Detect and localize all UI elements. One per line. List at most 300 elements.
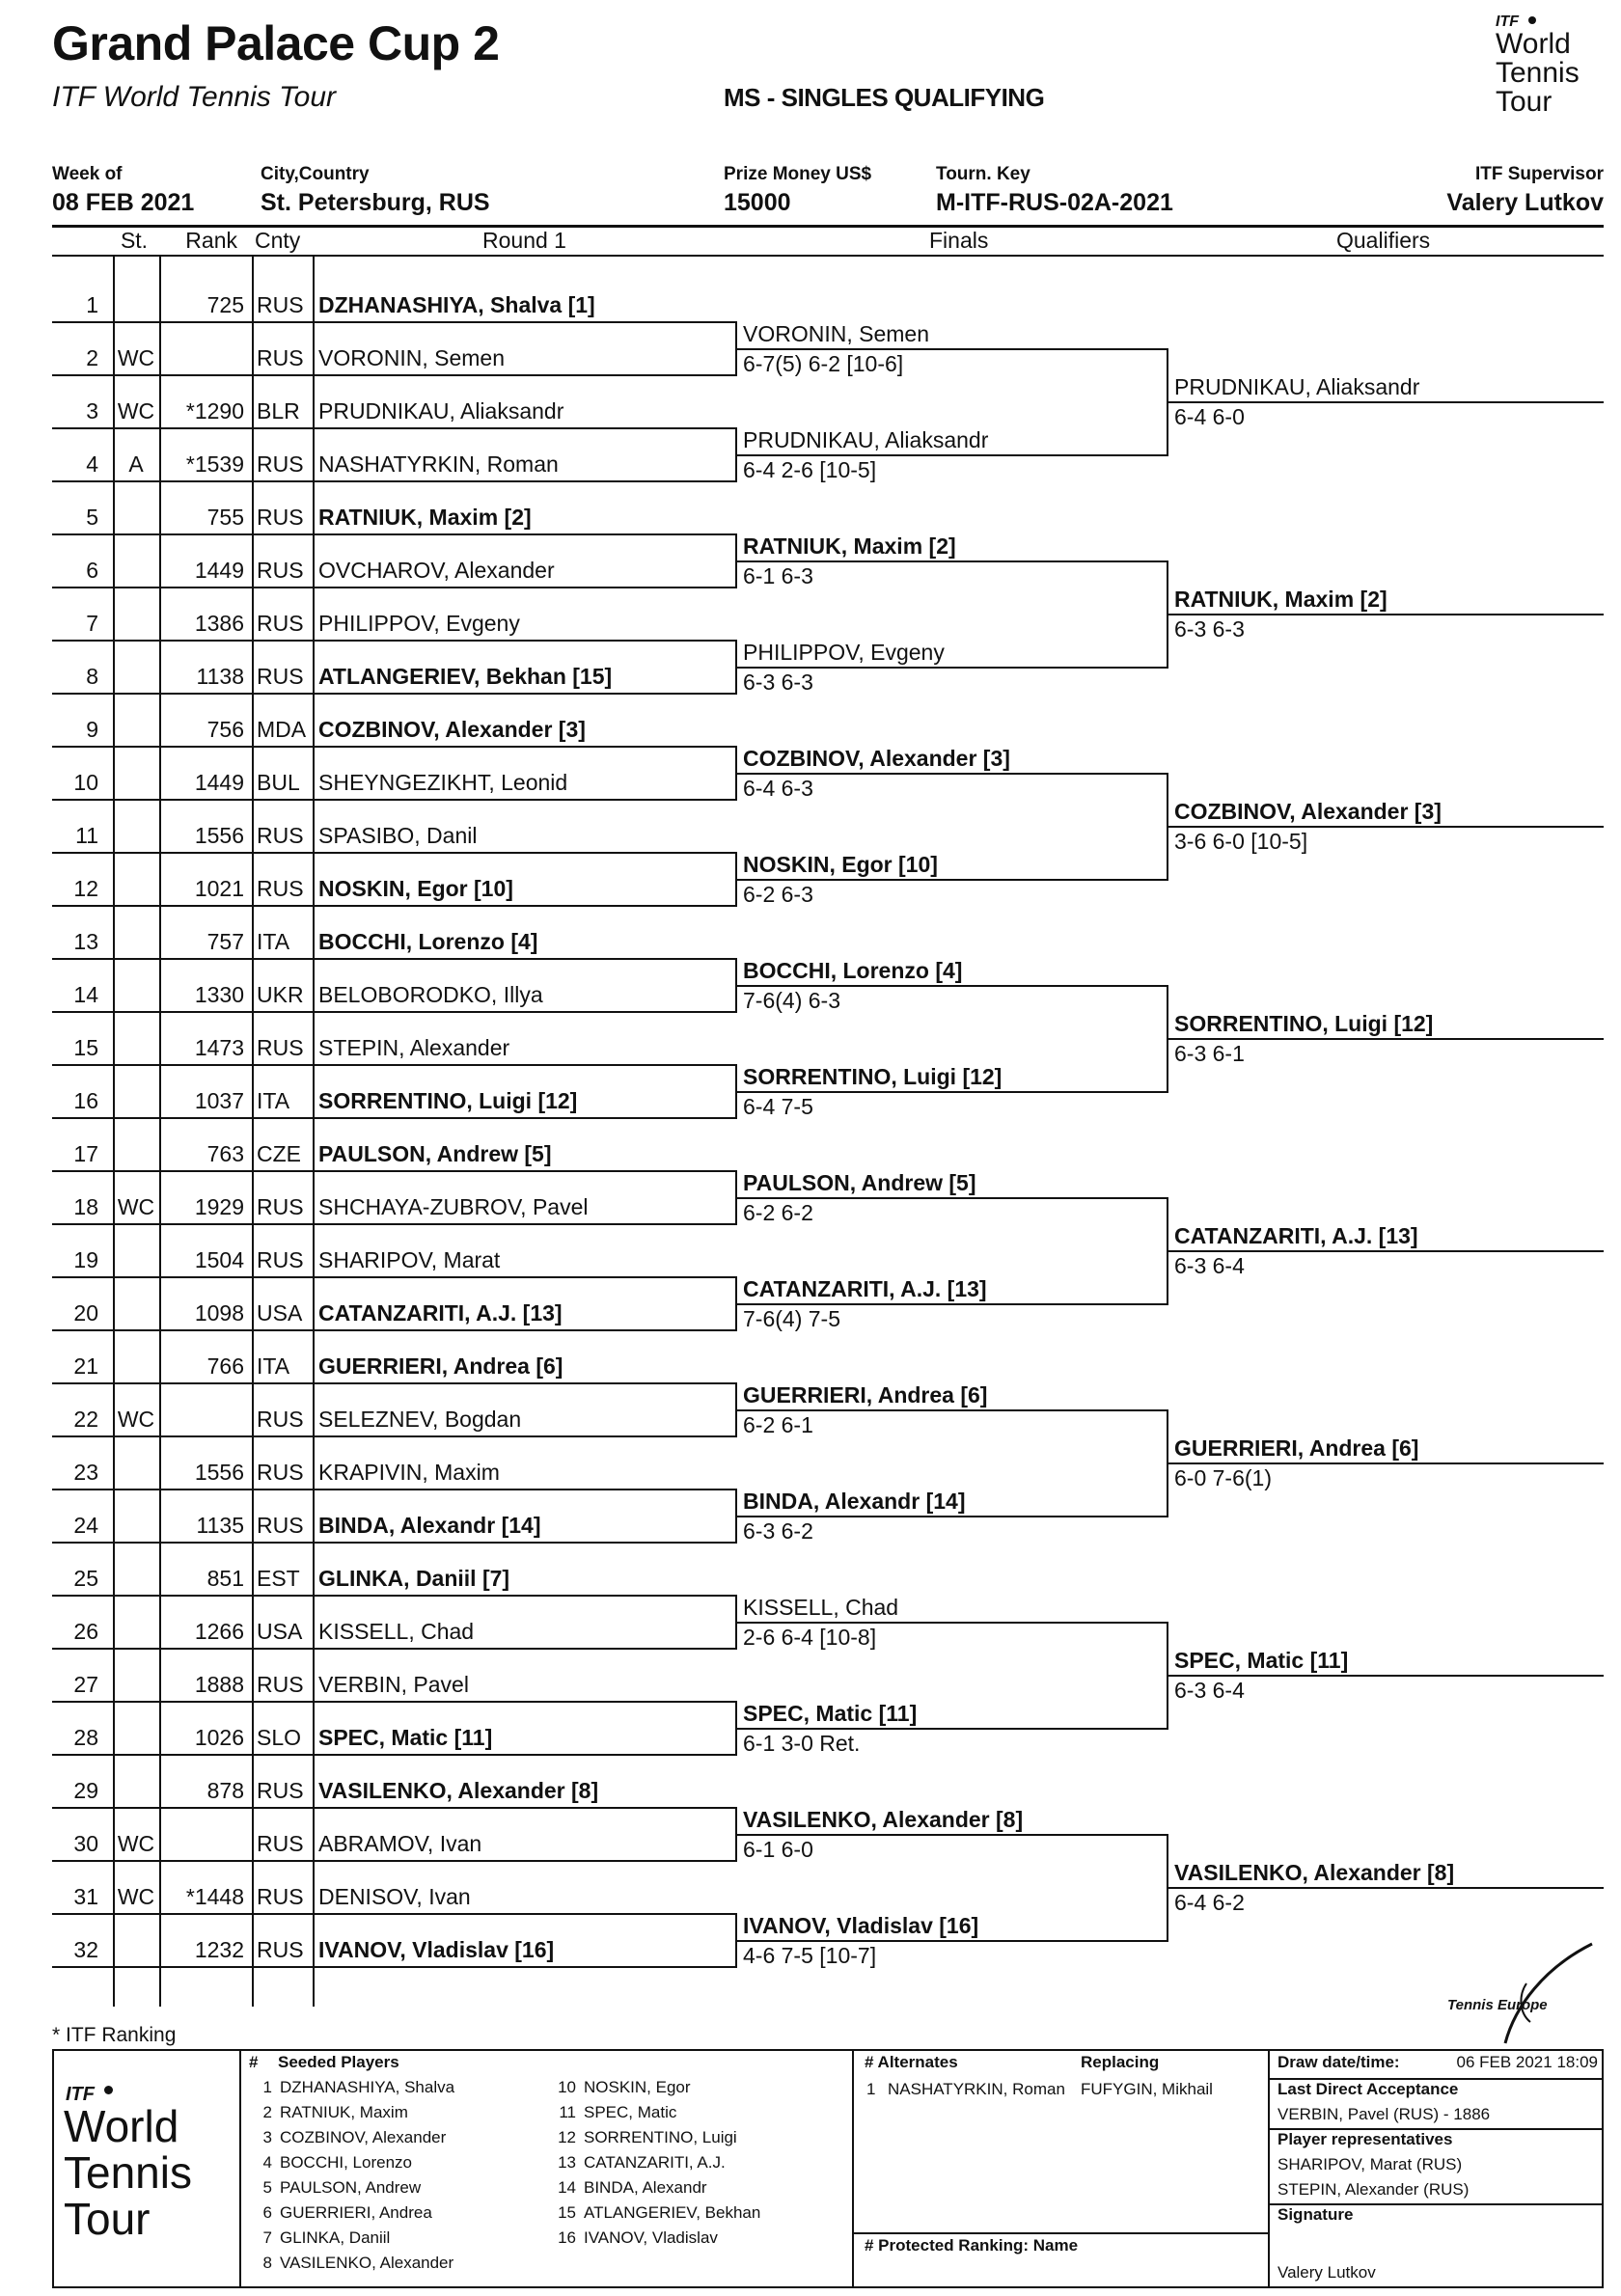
seed-number: 11 [559,2103,576,2121]
draw-position: 11 [75,823,98,848]
player-rank: *1448 [185,1884,244,1909]
player-name: GUERRIERI, Andrea [6] [318,1353,563,1379]
seed-name: VASILENKO, Alexander [280,2254,454,2272]
round1-row-line [52,640,735,642]
player-country: BUL [257,770,300,795]
finals-line [735,1197,1167,1199]
footer-sep-logo [239,2049,241,2288]
qualifier-name: PRUDNIKAU, Aliaksandr [1174,373,1420,399]
finals-winner-name: SPEC, Matic [11] [743,1700,918,1726]
entry-status: WC [117,345,155,370]
seeded-hash: # [249,2053,259,2071]
finals-winner-name: NOSKIN, Egor [10] [743,851,938,877]
qualifier-score: 6-4 6-2 [1174,1889,1245,1915]
round1-row-line [52,1329,735,1331]
player-name: SHCHAYA-ZUBROV, Pavel [318,1194,589,1219]
player-rank: 763 [206,1141,244,1166]
finals-score: 6-4 6-3 [743,775,813,801]
seed-number: 2 [262,2103,272,2121]
round1-row-line [52,1595,735,1597]
seed-name: GUERRIERI, Andrea [280,2203,432,2222]
col-st: St. [120,228,149,253]
finals-winner-name: VORONIN, Semen [743,320,929,346]
seed-name: COZBINOV, Alexander [280,2128,447,2146]
alternate-name: NASHATYRKIN, Roman [888,2080,1065,2098]
player-name: SPASIBO, Danil [318,823,478,848]
seed-name: GLINKA, Daniil [280,2228,391,2247]
player-name: SHEYNGEZIKHT, Leonid [318,770,568,795]
round1-row-line [52,1435,735,1437]
seed-name: IVANOV, Vladislav [584,2228,718,2247]
seed-name: RATNIUK, Maxim [280,2103,408,2121]
player-name: ABRAMOV, Ivan [318,1831,482,1856]
prize-value: 15000 [724,189,791,216]
player-country: RUS [257,1035,304,1060]
qualifier-score: 6-4 6-0 [1174,403,1245,429]
seed-number: 10 [558,2078,576,2096]
tournament-title: Grand Palace Cup 2 [52,16,500,70]
entry-status: WC [117,1194,155,1219]
player-country: RUS [257,345,304,370]
player-name: CATANZARITI, A.J. [13] [318,1300,563,1326]
player-rank: 1232 [194,1937,244,1962]
player-name: RATNIUK, Maxim [2] [318,505,532,530]
round1-row-line [52,1913,735,1915]
draw-position: 23 [73,1460,98,1485]
finals-score: 6-4 7-5 [743,1093,813,1119]
qualifier-score: 6-3 6-3 [1174,615,1245,642]
last-direct-label: Last Direct Acceptance [1278,2080,1459,2098]
finals-line [735,1622,1167,1624]
player-rank: 1556 [194,1460,244,1485]
qualifier-score: 3-6 6-0 [10-5] [1174,828,1308,854]
player-name: COZBINOV, Alexander [3] [318,717,586,742]
qualifier-score: 6-3 6-4 [1174,1677,1245,1703]
prize-label: Prize Money US$ [724,164,872,184]
player-name: SELEZNEV, Bogdan [318,1407,522,1432]
qualifier-name: COZBINOV, Alexander [3] [1174,798,1442,824]
player-country: RUS [257,664,304,689]
player-rank: 1135 [196,1513,244,1538]
player-rank: 756 [206,717,244,742]
footer-sep-seeds [852,2049,854,2288]
finals-line [735,454,1167,456]
tour-subtitle: ITF World Tennis Tour [52,81,337,113]
finals-winner-name: CATANZARITI, A.J. [13] [743,1275,987,1301]
qualifier-score: 6-3 6-1 [1174,1040,1245,1066]
finals-line [735,773,1167,775]
entry-status: A [128,451,144,477]
entry-status: WC [117,1831,155,1856]
finals-score: 6-1 3-0 Ret. [743,1730,861,1756]
itf-world-tennis-tour-logo: ITF World Tennis Tour [1496,14,1580,118]
player-name: PAULSON, Andrew [5] [318,1141,552,1166]
rep-1: SHARIPOV, Marat (RUS) [1278,2155,1463,2173]
supervisor-value: Valery Lutkov [1446,189,1604,216]
seed-name: SPEC, Matic [584,2103,677,2121]
player-country: MDA [257,717,307,742]
col-qualifiers: Qualifiers [1336,228,1431,253]
round1-row-line [52,427,735,429]
draw-position: 20 [73,1300,98,1326]
qualifier-line [1167,1038,1604,1040]
finals-winner-name: BOCCHI, Lorenzo [4] [743,957,963,983]
qualifier-line [1167,1887,1604,1889]
draw-position: 3 [86,398,98,424]
finals-score: 6-2 6-3 [743,881,813,907]
player-name: STEPIN, Alexander [318,1035,510,1060]
player-name: NASHATYRKIN, Roman [318,451,559,477]
qualifier-line [1167,1250,1604,1252]
round1-row-line [52,1807,735,1809]
draw-position: 12 [73,876,98,901]
finals-score: 7-6(4) 6-3 [743,987,840,1013]
round1-row-line [52,374,735,376]
draw-position: 7 [86,611,98,636]
finals-winner-name: BINDA, Alexandr [14] [743,1488,966,1514]
round1-row-line [52,533,735,535]
player-country: RUS [257,451,304,477]
draw-position: 19 [73,1247,98,1272]
seed-number: 6 [262,2203,272,2222]
signature-value: Valery Lutkov [1278,2263,1376,2282]
player-name: BINDA, Alexandr [14] [318,1513,541,1538]
finals-score: 6-3 6-2 [743,1517,813,1544]
draw-date-label: Draw date/time: [1278,2053,1400,2071]
player-name: KRAPIVIN, Maxim [318,1460,500,1485]
seed-name: CATANZARITI, A.J. [584,2153,726,2172]
round1-row-line [52,799,735,801]
finals-score: 6-7(5) 6-2 [10-6] [743,350,904,376]
player-country: RUS [257,1884,304,1909]
player-rank: 1449 [194,770,244,795]
player-country: USA [257,1619,303,1644]
player-country: SLO [257,1725,302,1750]
player-name: SHARIPOV, Marat [318,1247,501,1272]
itf-world-tennis-tour-footer-logo: ITF World Tennis Tour [64,2084,192,2244]
player-name: PRUDNIKAU, Aliaksandr [318,398,564,424]
week-label: Week of [52,164,123,184]
seed-name: ATLANGERIEV, Bekhan [584,2203,761,2222]
seed-number: 14 [558,2178,576,2197]
draw-position: 8 [86,664,98,689]
draw-position: 32 [73,1937,98,1962]
finals-score: 2-6 6-4 [10-8] [743,1624,877,1650]
week-value: 08 FEB 2021 [52,189,195,216]
alternate-number: 1 [866,2080,876,2098]
seed-name: DZHANASHIYA, Shalva [280,2078,455,2096]
finals-winner-name: RATNIUK, Maxim [2] [743,533,956,559]
seed-number: 4 [262,2153,272,2172]
player-rank: 1021 [194,876,244,901]
round1-row-line [52,1117,735,1119]
reps-label: Player representatives [1278,2130,1453,2148]
finals-score: 6-1 6-0 [743,1836,813,1862]
signature-label: Signature [1278,2205,1354,2224]
player-country: RUS [257,876,304,901]
player-rank: 1330 [194,982,244,1007]
round1-row-line [52,1860,735,1862]
round1-row-line [52,1064,735,1066]
draw-position: 21 [73,1353,98,1379]
round1-row-line [52,1223,735,1225]
player-rank: 851 [206,1566,244,1591]
protected-header: # Protected Ranking: Name [865,2236,1079,2255]
finals-line [735,1516,1167,1517]
draw-position: 25 [73,1566,98,1591]
tennis-europe-logo: Tennis Europe [1438,1939,1602,2045]
seed-name: BOCCHI, Lorenzo [280,2153,412,2172]
finals-winner-name: PHILIPPOV, Evgeny [743,639,945,665]
player-rank: 725 [206,292,244,317]
draw-position: 14 [73,982,98,1007]
seed-number: 8 [262,2254,272,2272]
player-country: ITA [257,1353,290,1379]
round1-row-line [52,480,735,482]
draw-position: 29 [73,1778,98,1803]
player-name: VASILENKO, Alexander [8] [318,1778,599,1803]
player-rank: 1449 [194,558,244,583]
round1-row-line [52,1542,735,1544]
replacing-header: Replacing [1081,2053,1160,2071]
rep-2: STEPIN, Alexander (RUS) [1278,2180,1470,2199]
last-direct-value: VERBIN, Pavel (RUS) - 1886 [1278,2105,1491,2123]
player-country: EST [257,1566,300,1591]
player-country: RUS [257,558,304,583]
qualifier-name: SPEC, Matic [11] [1174,1647,1349,1673]
finals-line [735,1409,1167,1411]
seed-number: 16 [558,2228,576,2247]
round1-row-line [52,1966,735,1968]
seeded-header: Seeded Players [278,2053,399,2071]
draw-position: 18 [73,1194,98,1219]
player-rank: 1888 [194,1672,244,1697]
seed-number: 5 [262,2178,272,2197]
protected-rule [852,2232,1268,2234]
draw-position: 5 [86,505,98,530]
draw-position: 27 [73,1672,98,1697]
player-name: VORONIN, Semen [318,345,505,370]
tourn-key-label: Tourn. Key [936,164,1030,184]
qualifier-name: GUERRIERI, Andrea [6] [1174,1435,1419,1461]
finals-line [735,1728,1167,1730]
city-label: City,Country [261,164,370,184]
seed-name: SORRENTINO, Luigi [584,2128,737,2146]
player-country: RUS [257,1247,304,1272]
player-rank: 878 [206,1778,244,1803]
player-country: RUS [257,505,304,530]
finals-winner-name: IVANOV, Vladislav [16] [743,1912,979,1938]
col-round1: Round 1 [482,228,566,253]
col-sep-name [313,255,315,2007]
finals-line [735,1091,1167,1093]
finals-line [735,560,1167,562]
seed-number: 13 [558,2153,576,2172]
seed-number: 1 [262,2078,272,2096]
col-sep-st [113,255,115,2007]
qualifier-line [1167,1462,1604,1464]
finals-line [735,1940,1167,1942]
round1-row-line [52,1701,735,1703]
col-sep-cnty [252,255,254,2007]
player-name: OVCHAROV, Alexander [318,558,555,583]
player-name: ATLANGERIEV, Bekhan [15] [318,664,613,689]
player-name: BELOBORODKO, Illya [318,982,543,1007]
player-rank: 1473 [194,1035,244,1060]
qualifier-line [1167,826,1604,828]
finals-winner-name: COZBINOV, Alexander [3] [743,745,1010,771]
qualifier-score: 6-0 7-6(1) [1174,1464,1272,1490]
finals-winner-name: PAULSON, Andrew [5] [743,1169,976,1195]
draw-position: 1 [86,292,98,317]
draw-position: 10 [73,770,98,795]
player-country: ITA [257,929,290,954]
finals-winner-name: PRUDNIKAU, Aliaksandr [743,426,989,452]
finals-score: 6-2 6-1 [743,1411,813,1437]
finals-line [735,1834,1167,1836]
draw-date-value: 06 FEB 2021 18:09 [1456,2053,1598,2071]
draw-position: 17 [73,1141,98,1166]
player-country: RUS [257,611,304,636]
seed-number: 7 [262,2228,272,2247]
alternates-header: # Alternates [865,2053,958,2071]
player-name: DZHANASHIYA, Shalva [1] [318,292,595,317]
seed-name: NOSKIN, Egor [584,2078,691,2096]
draw-position: 6 [86,558,98,583]
player-rank: 1026 [194,1725,244,1750]
draw-position: 31 [73,1884,98,1909]
player-country: RUS [257,1778,304,1803]
finals-line [735,985,1167,987]
draw-position: 28 [73,1725,98,1750]
col-rank: Rank [185,228,237,253]
draw-position: 26 [73,1619,98,1644]
player-country: RUS [257,1460,304,1485]
round1-row-line [52,852,735,854]
round1-row-line [52,958,735,960]
round1-row-line [52,693,735,695]
player-country: UKR [257,982,304,1007]
qualifier-name: SORRENTINO, Luigi [12] [1174,1010,1434,1036]
finals-winner-name: KISSELL, Chad [743,1594,899,1620]
entry-status: WC [117,398,155,424]
alternate-replacing: FUFYGIN, Mikhail [1081,2080,1213,2098]
entry-status: WC [117,1407,155,1432]
player-rank: 1386 [194,611,244,636]
seed-name: PAULSON, Andrew [280,2178,422,2197]
player-rank: *1290 [185,398,244,424]
player-name: SPEC, Matic [11] [318,1725,493,1750]
qualifier-line [1167,401,1604,403]
player-name: VERBIN, Pavel [318,1672,469,1697]
qualifier-name: VASILENKO, Alexander [8] [1174,1859,1455,1885]
col-finals: Finals [929,228,989,253]
player-name: GLINKA, Daniil [7] [318,1566,510,1591]
player-name: SORRENTINO, Luigi [12] [318,1088,578,1113]
player-rank: 1037 [194,1088,244,1113]
finals-score: 6-1 6-3 [743,562,813,588]
round1-row-line [52,1170,735,1172]
qualifier-line [1167,614,1604,615]
player-rank: 755 [206,505,244,530]
draw-position: 2 [86,345,98,370]
round1-row-line [52,1382,735,1384]
finals-line [735,667,1167,669]
finals-score: 6-3 6-3 [743,669,813,695]
finals-score: 7-6(4) 7-5 [743,1305,840,1331]
round1-row-line [52,1489,735,1490]
player-rank: *1539 [185,451,244,477]
player-rank: 757 [206,929,244,954]
draw-position: 4 [86,451,98,477]
draw-position: 9 [86,717,98,742]
player-country: BLR [257,398,300,424]
player-rank: 1266 [194,1619,244,1644]
tennis-europe-swoosh-icon [1438,1939,1602,2045]
round1-row-line [52,746,735,748]
player-country: RUS [257,1831,304,1856]
player-rank: 766 [206,1353,244,1379]
player-country: RUS [257,1937,304,1962]
finals-line [735,1303,1167,1305]
event-name: MS - SINGLES QUALIFYING [724,83,1045,112]
player-country: CZE [257,1141,301,1166]
player-name: PHILIPPOV, Evgeny [318,611,520,636]
player-country: RUS [257,1672,304,1697]
draw-position: 30 [73,1831,98,1856]
tourn-key-value: M-ITF-RUS-02A-2021 [936,189,1173,216]
seed-number: 12 [558,2128,576,2146]
player-name: BOCCHI, Lorenzo [4] [318,929,538,954]
seed-name: BINDA, Alexandr [584,2178,707,2197]
entry-status: WC [117,1884,155,1909]
col-cnty: Cnty [255,228,301,253]
finals-score: 6-4 2-6 [10-5] [743,456,877,482]
player-rank: 1929 [194,1194,244,1219]
round1-row-line [52,1276,735,1278]
finals-line [735,879,1167,881]
player-rank: 1556 [194,823,244,848]
qualifier-score: 6-3 6-4 [1174,1252,1245,1278]
round1-row-line [52,587,735,588]
qualifier-name: CATANZARITI, A.J. [13] [1174,1222,1418,1248]
itf-ranking-note: * ITF Ranking [52,2024,177,2046]
draw-position: 24 [73,1513,98,1538]
player-name: NOSKIN, Egor [10] [318,876,513,901]
player-name: IVANOV, Vladislav [16] [318,1937,555,1962]
player-country: ITA [257,1088,290,1113]
header-bottom-rule [52,255,1604,257]
finals-winner-name: VASILENKO, Alexander [8] [743,1806,1024,1832]
draw-position: 16 [73,1088,98,1113]
draw-position: 15 [73,1035,98,1060]
player-rank: 1504 [194,1247,244,1272]
finals-line [735,348,1167,350]
player-name: DENISOV, Ivan [318,1884,471,1909]
player-country: RUS [257,1407,304,1432]
finals-score: 6-2 6-2 [743,1199,813,1225]
qualifier-line [1167,1675,1604,1677]
round1-row-line [52,1648,735,1650]
round1-row-line [52,1754,735,1756]
draw-position: 13 [73,929,98,954]
draw-position: 22 [73,1407,98,1432]
player-country: USA [257,1300,303,1326]
player-country: RUS [257,292,304,317]
seed-number: 3 [262,2128,272,2146]
city-value: St. Petersburg, RUS [261,189,490,216]
player-country: RUS [257,1194,304,1219]
